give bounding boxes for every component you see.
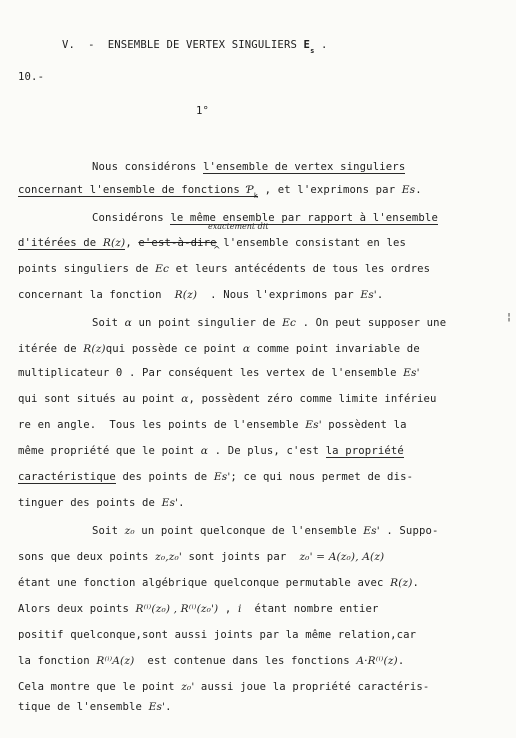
para3-line7 [18, 470, 413, 484]
para3-line2 [18, 342, 420, 356]
p3-t: Soit [92, 317, 125, 329]
para2-comma: , [125, 237, 139, 249]
es-prime-symbol: Es' [161, 497, 179, 509]
p4-t: . [165, 701, 172, 713]
para4-line2 [18, 550, 384, 564]
para4-line8 [18, 700, 172, 714]
ec-symbol: Ec [155, 263, 170, 275]
para2-text: Considérons [92, 212, 171, 224]
p4-t: . Suppo- [379, 525, 439, 537]
section-symbol-sub: s [310, 47, 315, 55]
para1-underlined-text: concernant l'ensemble de fonctions [18, 184, 247, 196]
i-symbol: i [237, 603, 242, 615]
p4-t: la fonction [18, 655, 97, 667]
para2-underlined-text: d'itérées de [18, 237, 103, 249]
p4-t: un point quelconque de l'ensemble [134, 525, 364, 537]
para2-text-4: et leurs antécédents de tous les ordres [169, 263, 431, 275]
iterate-formula: A·R⁽ⁱ⁾(z) [356, 655, 398, 667]
p4-t: , [218, 603, 238, 615]
p3-t: itérée de [18, 343, 84, 355]
alpha-symbol: α [181, 393, 189, 405]
struck-text: e'est-à-dire [138, 237, 217, 249]
section-title-end: . [320, 39, 328, 51]
p4-t: Cela montre que le point [18, 681, 182, 693]
ec-symbol: Ec [282, 317, 297, 329]
p4-t: étant nombre entier [241, 603, 379, 615]
p3-t: un point singulier de [131, 317, 283, 329]
pk-symbol: Ƥ [246, 184, 254, 196]
es-prime-symbol: Es' [305, 419, 322, 431]
para2-end: . [376, 289, 384, 301]
para4-line4 [18, 602, 379, 616]
para2-text-2: l'ensemble consistant en les [216, 237, 407, 249]
rz-symbol: R(z) [390, 577, 413, 589]
z0-pair: z₀,z₀' [155, 551, 182, 563]
para2-line3 [18, 262, 430, 276]
para1-text: Nous considérons [92, 161, 203, 173]
subsection-number: 1° [196, 105, 210, 117]
p4-t: est contenue dans les fonctions [134, 655, 357, 667]
para4-line6 [18, 654, 404, 668]
pk-symbol-sub: k [253, 192, 259, 200]
para3-line4 [18, 392, 437, 406]
p3-t: , possèdent zéro comme limite inférieu [188, 393, 437, 405]
p4-t: sont joints par [181, 551, 300, 563]
para2-line1 [92, 211, 438, 225]
para1-text-2: , et l'exprimons par [258, 184, 402, 196]
p4-t: aussi joue la propriété caractéris- [194, 681, 430, 693]
es-symbol: Es [401, 184, 416, 196]
para4-line3 [18, 576, 419, 590]
p3-t: comme point invariable de [250, 343, 420, 355]
p3-t: . [178, 497, 185, 509]
section-title-text: V. - ENSEMBLE DE VERTEX SINGULIERS [62, 39, 298, 51]
para2-underlined-2 [18, 237, 125, 250]
handwritten-insertion: exactement dit [208, 222, 269, 231]
p3-t: qui sont situés au point [18, 393, 182, 405]
para1-line2 [18, 183, 422, 198]
z0-symbol: z₀ [124, 525, 135, 537]
es-prime-symbol: Es' [213, 471, 231, 483]
p3-t: . On peut supposer une [296, 317, 447, 329]
section-number: 10.- [18, 71, 45, 83]
para3-line8 [18, 496, 185, 510]
alpha-symbol: α [200, 445, 209, 457]
es-prime-symbol: Es' [363, 525, 380, 537]
para3-line1 [92, 316, 446, 330]
iterate-formula: R⁽ⁱ⁾A(z) [96, 655, 135, 667]
section-symbol [303, 39, 315, 55]
es-prime-symbol: Es' [360, 289, 377, 301]
alpha-symbol: α [124, 317, 132, 329]
p3-t: des points de [115, 471, 214, 483]
para3-line3 [18, 366, 420, 380]
p3-t: ; ce qui nous permet de dis- [230, 471, 414, 483]
alpha-symbol: α [242, 343, 251, 355]
p4-t: . [412, 577, 420, 589]
para2-text-6: . Nous l'exprimons par [197, 289, 361, 301]
underlined-phrase: la propriété [325, 445, 404, 457]
p3-t: qui possède ce point [105, 343, 243, 355]
insertion-caret: ^ [213, 246, 221, 256]
para2-text-5: concernant la fonction [18, 289, 175, 301]
p4-t: . [397, 655, 405, 667]
para1-underlined: l'ensemble de vertex singuliers [202, 161, 406, 173]
para1-end: . [415, 184, 422, 196]
iterate-formula: R⁽ⁱ⁾(z₀) , R⁽ⁱ⁾(z₀') [135, 603, 219, 615]
p4-t: Alors deux points [18, 603, 136, 615]
section-symbol-main: E [303, 39, 311, 51]
para1-underlined-2 [18, 184, 259, 200]
p3-t: possèdent la [321, 419, 407, 431]
para2-underlined: le même ensemble par rapport à l'ensemble [170, 212, 438, 224]
section-title [62, 38, 328, 53]
para2-line4 [18, 288, 383, 302]
rz-symbol: R(z) [102, 237, 126, 249]
es-prime-symbol: Es' [403, 367, 420, 379]
z0-prime-symbol: z₀' [181, 681, 195, 693]
relation-formula: z₀' = A(z₀), A(z) [299, 551, 385, 563]
p4-t: tique de l'ensemble [18, 701, 149, 713]
p3-t: re en angle. Tous les points de l'ensemble [18, 419, 306, 431]
para4-line5 [18, 628, 416, 642]
underlined-phrase: caractéristique [18, 471, 116, 483]
para4-line1 [92, 524, 439, 538]
para4-line7 [18, 680, 429, 694]
es-prime-symbol: Es' [148, 701, 166, 713]
para3-line6 [18, 444, 404, 458]
p3-t: multiplicateur 0 . Par conséquent les vertex de l'ensemble [18, 367, 404, 379]
p4-t: étant une fonction algébrique quelconque permutable avec [18, 577, 391, 589]
p4-t: sons que deux points [18, 551, 156, 563]
rz-symbol: R(z) [83, 343, 106, 355]
p3-t: tinguer des points de [18, 497, 162, 509]
p3-t: même propriété que le point [18, 445, 201, 457]
margin-mark: ¦ [506, 312, 513, 323]
para1-line1 [92, 160, 405, 174]
para2-text-3: points singuliers de [18, 263, 156, 275]
p4-t: positif quelconque,sont aussi joints par la même relation,car [18, 629, 417, 641]
rz-symbol-2: R(z) [174, 289, 198, 301]
p3-t: . De plus, c'est [208, 445, 326, 457]
para3-line5 [18, 418, 407, 432]
p4-t: Soit [92, 525, 125, 537]
